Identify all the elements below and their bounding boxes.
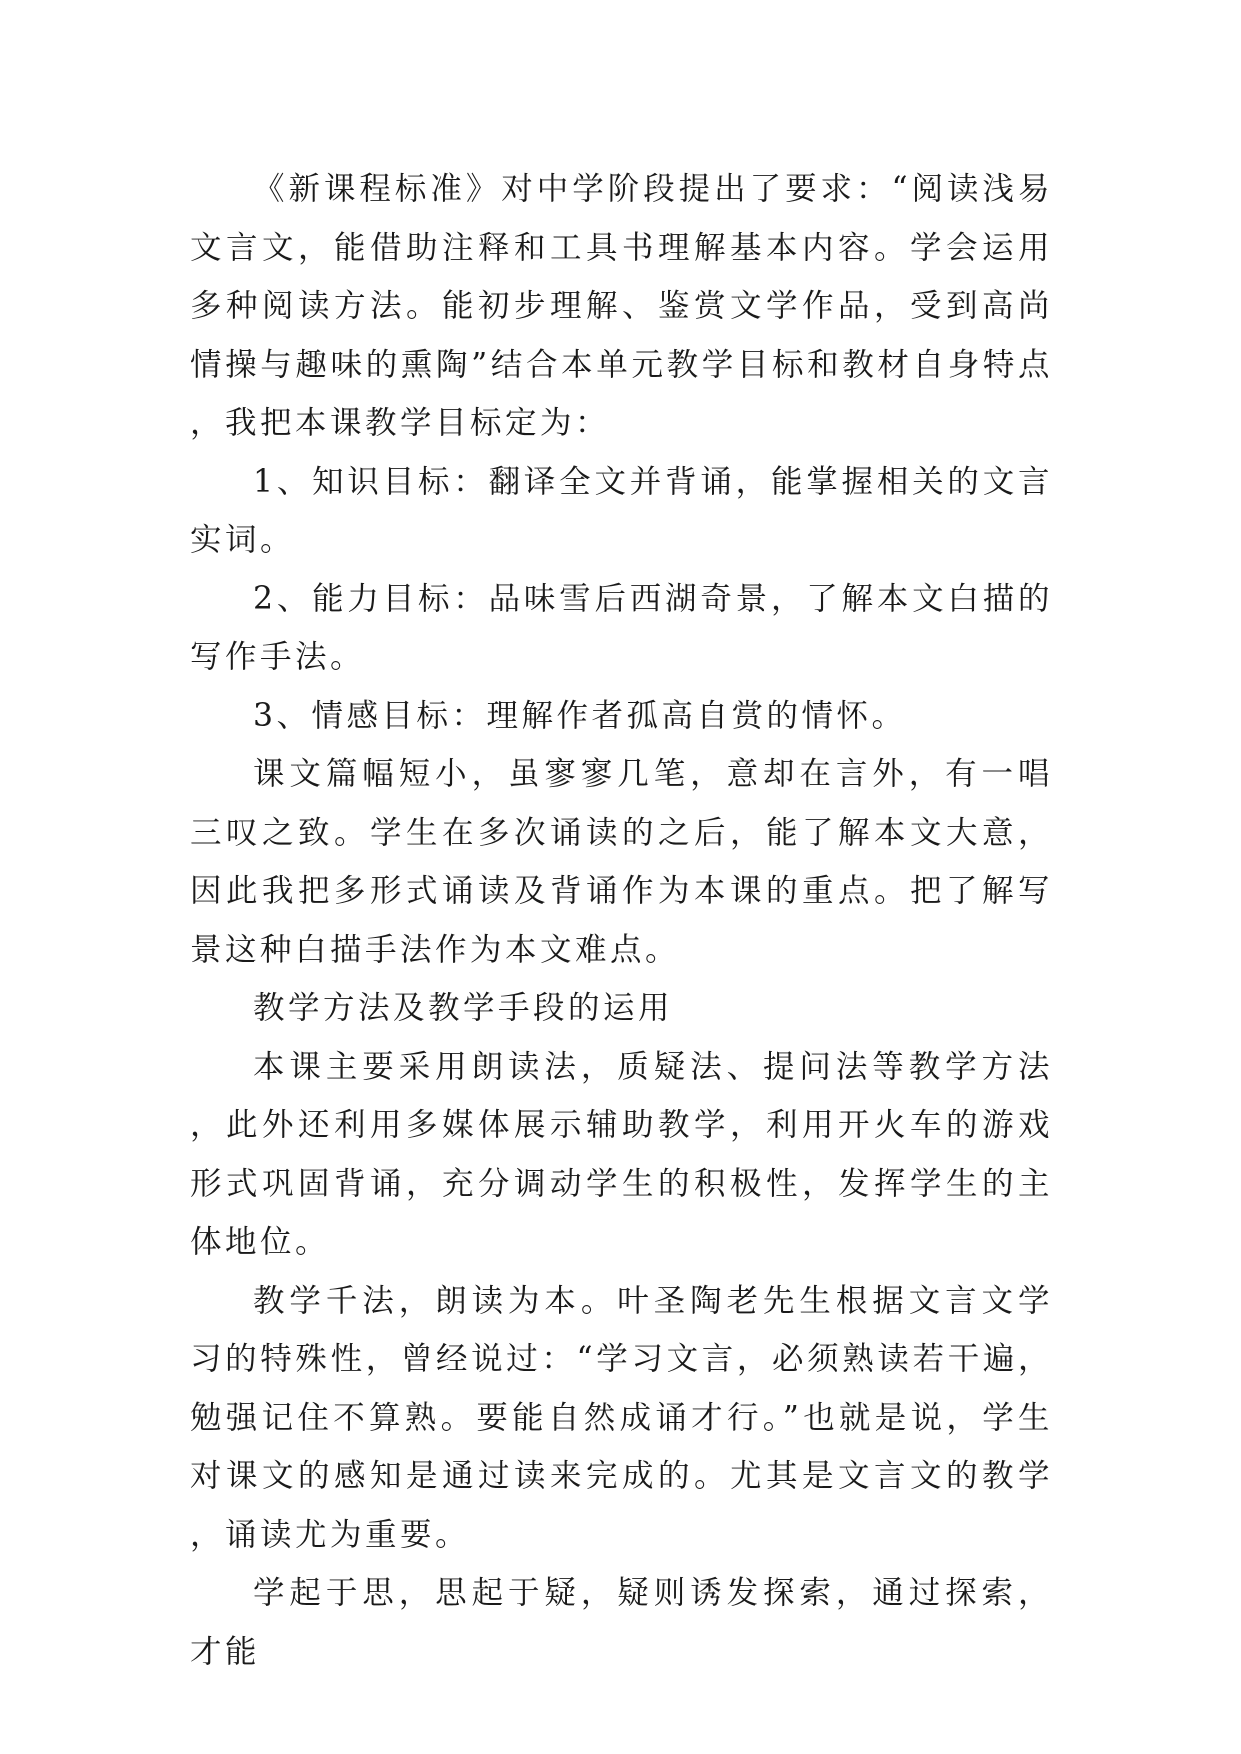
paragraph-emotion-goal: 3、情感目标：理解作者孤高自赏的情怀。 xyxy=(253,697,907,734)
paragraph-learning-from-thinking: 学起于思，思起于疑，疑则诱发探索，通过探索，才能 xyxy=(190,1575,1053,1670)
paragraph-reading-aloud: 教学千法，朗读为本。叶圣陶老先生根据文言文学习的特殊性，曾经说过：“学习文言，必须熟读若干遍，勉强记住不算熟。要能自然成诵才行。”也就是说，学生对课文的感知是通过读来完成的。尤其是文言文的教学，诵读尤为重要。 xyxy=(190,1282,1053,1553)
paragraph-ability-goal: 2、能力目标：品味雪后西湖奇景，了解本文白描的写作手法。 xyxy=(190,580,1053,675)
paragraph-curriculum-standard: 《新课程标准》对中学阶段提出了要求：“阅读浅易文言文，能借助注释和工具书理解基本内容。学会运用多种阅读方法。能初步理解、鉴赏文学作品，受到高尚情操与趣味的熏陶”结合本单元教学目标和教材自身特点，我把本课教学目标定为： xyxy=(190,171,1053,441)
paragraph-section-heading: 教学方法及教学手段的运用 xyxy=(253,990,674,1026)
paragraph-teaching-methods: 本课主要采用朗读法，质疑法、提问法等教学方法，此外还利用多媒体展示辅助教学，利用开火车的游戏形式巩固背诵，充分调动学生的积极性，发挥学生的主体地位。 xyxy=(190,1048,1053,1260)
paragraph-knowledge-goal: 1、知识目标：翻译全文并背诵，能掌握相关的文言实词。 xyxy=(190,463,1053,558)
paragraph-key-points: 课文篇幅短小，虽寥寥几笔，意却在言外，有一唱三叹之致。学生在多次诵读的之后，能了解本文大意，因此我把多形式诵读及背诵作为本课的重点。把了解写景这种白描手法作为本文难点。 xyxy=(190,756,1053,968)
document-body xyxy=(190,160,1053,1681)
